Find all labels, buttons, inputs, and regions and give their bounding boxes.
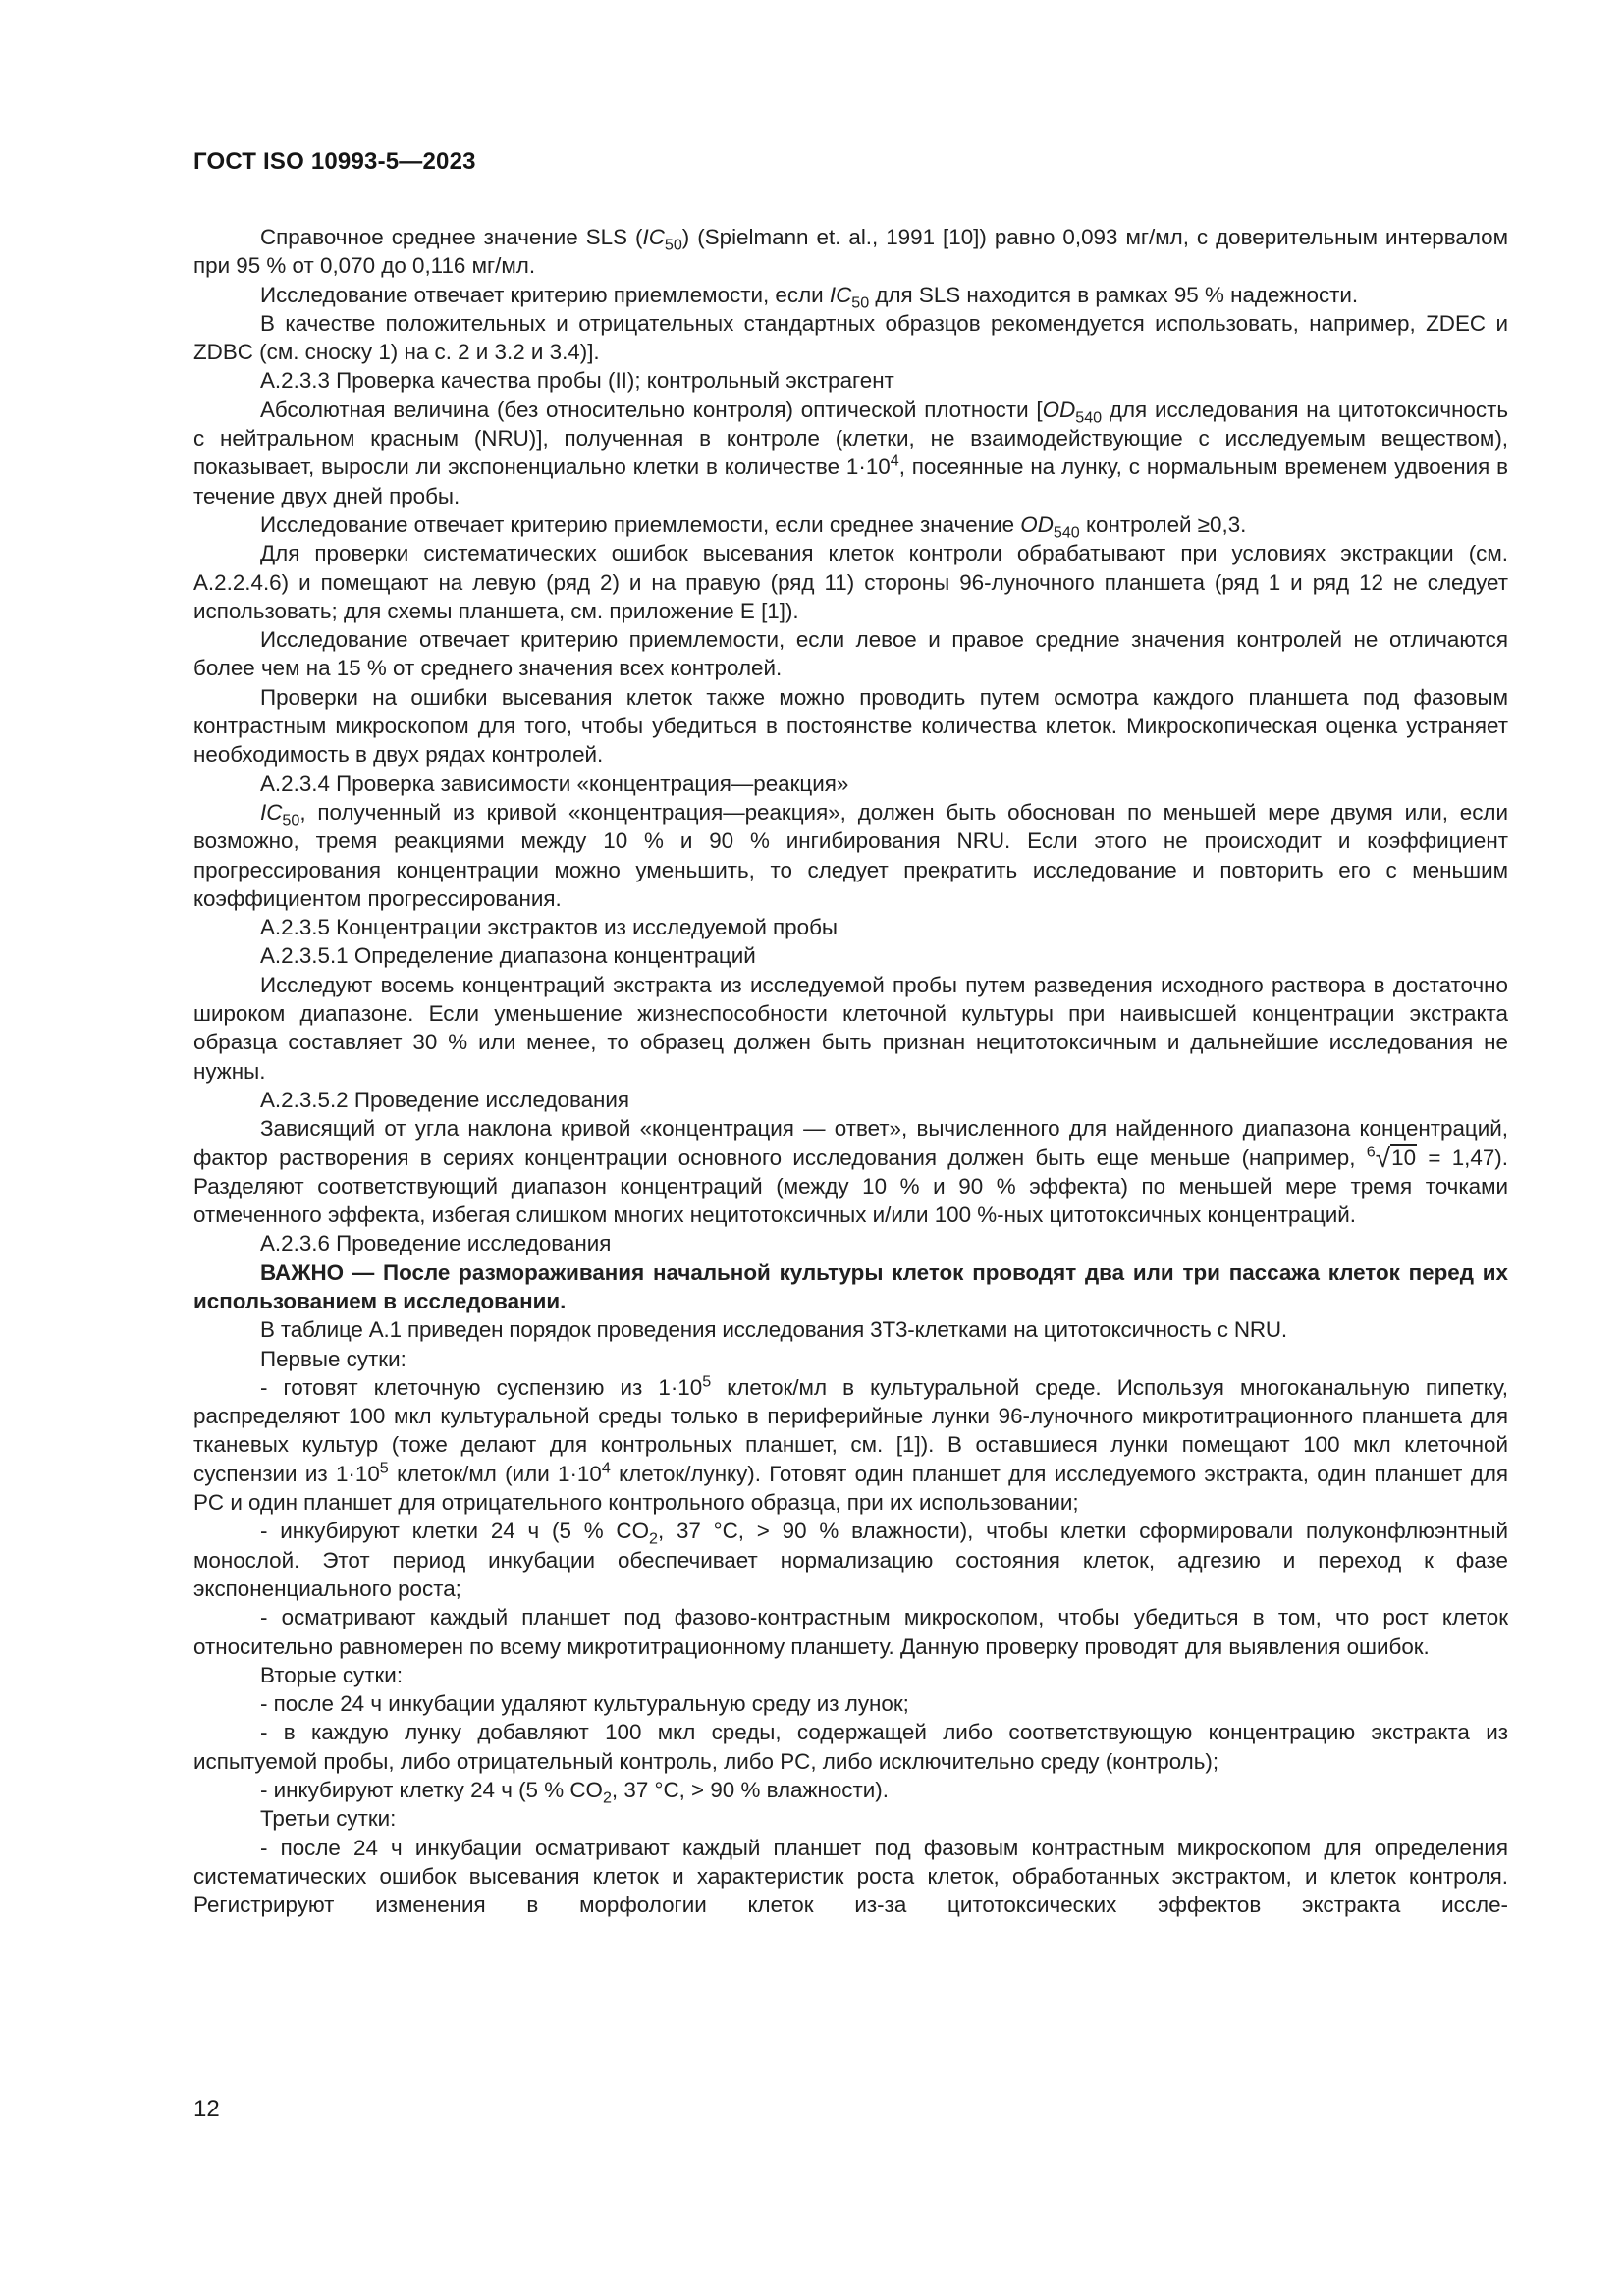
important-note: ВАЖНО — После размораживания начальной культуры клеток проводят два или три пассажа клеток перед их использованием в исследовании. bbox=[193, 1259, 1508, 1313]
section-heading: А.2.3.4 Проверка зависимости «концентрация—реакция» bbox=[260, 771, 849, 796]
list-item: - после 24 ч инкубации удаляют культуральную среду из лунок; bbox=[260, 1691, 909, 1717]
paragraph: $IC_{50}$, полученный из кривой «концентрация—реакция», должен быть обоснован по меньшей мере двумя или, если возможно, тремя реакциями между 10 % и 90 % ингибирования NRU. Если этого не происходит и коэффициент прогрессирования концентрации можно уменьшить, то следует прекратить исследование и повторить его с меньшим коэффициентом прогрессирования. bbox=[193, 799, 1508, 911]
section-heading: А.2.3.6 Проведение исследования bbox=[260, 1231, 612, 1256]
paragraph: В качестве положительных и отрицательных стандартных образцов рекомендуется использовать, например, ZDEC и ZDBC (см. сноску 1) на с. 2 и 3.2 и 3.4)]. bbox=[193, 310, 1508, 365]
paragraph: Для проверки систематических ошибок высевания клеток контроли обрабатывают при условиях экстракции (см. А.2.2.4.6) и помещают на левую (ряд 2) и на правую (ряд 11) стороны 96-луночного планшета (ряд 1 и ряд 12 не следует использовать; для схемы планшета, см. приложение Е [1]). bbox=[193, 541, 1508, 623]
list-item: - в каждую лунку добавляют 100 мкл среды, содержащей либо соответствующую концентрацию экстракта из испытуемой пробы, либо отрицательный контроль, либо PC, либо исключительно среду (контроль); bbox=[193, 1720, 1508, 1774]
paragraph: Абсолютная величина (без относительно контроля) оптической плотности [$OD_{540}$ для исследования на цитотоксичность с нейтральном красным (NRU)], полученная в контроле (клетки, не взаимодействующие с исследуемым веществом), показывает, выросли ли экспоненциально клетки в количестве $1\cdot 10^4$, посеянные на лунку, с нормальным временем удвоения в течение двух дней пробы. bbox=[193, 397, 1508, 508]
section-heading: А.2.3.5.1 Определение диапазона концентраций bbox=[260, 943, 756, 969]
document-header: ГОСТ ISO 10993-5—2023 bbox=[193, 148, 476, 175]
paragraph: Проверки на ошибки высевания клеток также можно проводить путем осмотра каждого планшета под фазовым контрастным микроскопом для того, чтобы убедиться в постоянстве количества клеток. Микроскопическая оценка устраняет необходимость в двух рядах контролей. bbox=[193, 684, 1508, 768]
paragraph: Исследование отвечает критерию приемлемости, если среднее значение $OD_{540}$ контролей ≥0,3. bbox=[260, 511, 1247, 542]
list-item: - после 24 ч инкубации осматривают каждый планшет под фазовым контрастным микроскопом для определения систематических ошибок высевания клеток и характеристик роста клеток, обработанных экстрактом, и клеток контроля. Регистрируют изменения в морфологии клеток из-за цитотоксических эффектов экстракта иссле- bbox=[193, 1835, 1508, 1918]
day-heading: Первые сутки: bbox=[260, 1346, 406, 1371]
paragraph: Исследование отвечает критерию приемлемости, если левое и правое средние значения контролей не отличаются более чем на 15 % от среднего значения всех контролей. bbox=[193, 627, 1508, 681]
day-heading: Вторые сутки: bbox=[260, 1662, 404, 1687]
paragraph: Справочное среднее значение SLS $(IC_{50})$ (Spielmann et. al., 1991 [10]) равно 0,093 мг/мл, с доверительным интервалом при 95 % от 0,070 до 0,116 мг/мл. bbox=[193, 225, 1508, 279]
paragraph: В таблице А.1 приведен порядок проведения исследования 3Т3-клетками на цитотоксичность с NRU. bbox=[260, 1317, 1287, 1343]
list-item: - осматривают каждый планшет под фазово-контрастным микроскопом, чтобы убедиться в том, что рост клеток относительно равномерен по всему микротитрационному планшету. Данную проверку проводят для выявления ошибок. bbox=[193, 1605, 1508, 1659]
paragraph: Зависящий от угла наклона кривой «концентрация — ответ», вычисленного для найденного диапазона концентраций, фактор растворения в сериях концентрации основного исследования должен быть еще меньше (например, $^6$√10 = 1,47). Разделяют соответствующий диапазон концентраций (между 10 % и 90 % эффекта) по меньшей мере тремя точками отмеченного эффекта, избегая слишком многих нецитотоксичных и/или 100 %-ных цитотоксичных концентраций. bbox=[193, 1116, 1508, 1228]
section-heading: А.2.3.5 Концентрации экстрактов из исследуемой пробы bbox=[260, 915, 838, 940]
page-number: 12 bbox=[193, 2096, 220, 2122]
paragraph: Исследуют восемь концентраций экстракта из исследуемой пробы путем разведения исходного раствора в достаточно широком диапазоне. Если уменьшение жизнеспособности клеточной культуры при наивысшей концентрации экстракта образца составляет 30 % или менее, то образец должен быть признан нецитотоксичным и дальнейшие исследования не нужны. bbox=[193, 972, 1508, 1084]
list-item: - готовят клеточную суспензию из $1\cdot 10^5$ клеток/мл в культуральной среде. Используя многоканальную пипетку, распределяют 100 мкл культуральной среды только в периферийные лунки 96-луночного микротитрационного планшета для тканевых культур (тоже делают для контрольных планшет, см. [1]). В оставшиеся лунки помещают 100 мкл клеточной суспензии из $1\cdot 10^5$ клеток/мл (или $1\cdot 10^4$ клеток/лунку). Готовят один планшет для исследуемого экстракта, один планшет для PC и один планшет для отрицательного контрольного образца, при их использовании; bbox=[193, 1372, 1509, 1516]
section-heading: А.2.3.3 Проверка качества пробы (II); контрольный экстрагент bbox=[260, 368, 894, 394]
paragraph: Исследование отвечает критерию приемлемости, если $IC_{50}$ для SLS находится в рамках 95 % надежности. bbox=[260, 282, 1359, 312]
document-body bbox=[193, 223, 1508, 1920]
list-item: - инкубируют клетку 24 ч (5 % $CO_2$, 37 °C, > 90 % влажности). bbox=[260, 1778, 889, 1807]
list-item: - инкубируют клетки 24 ч (5 % $CO_2$, 37 °C, > 90 % влажности), чтобы клетки сформировали полуконфлюэнтный монослой. Этот период инкубации обеспечивает нормализацию состояния клеток, адгезию и переход к фазе экспоненциального роста; bbox=[193, 1519, 1508, 1601]
section-heading: А.2.3.5.2 Проведение исследования bbox=[260, 1087, 630, 1112]
day-heading: Третьи сутки: bbox=[260, 1806, 397, 1832]
